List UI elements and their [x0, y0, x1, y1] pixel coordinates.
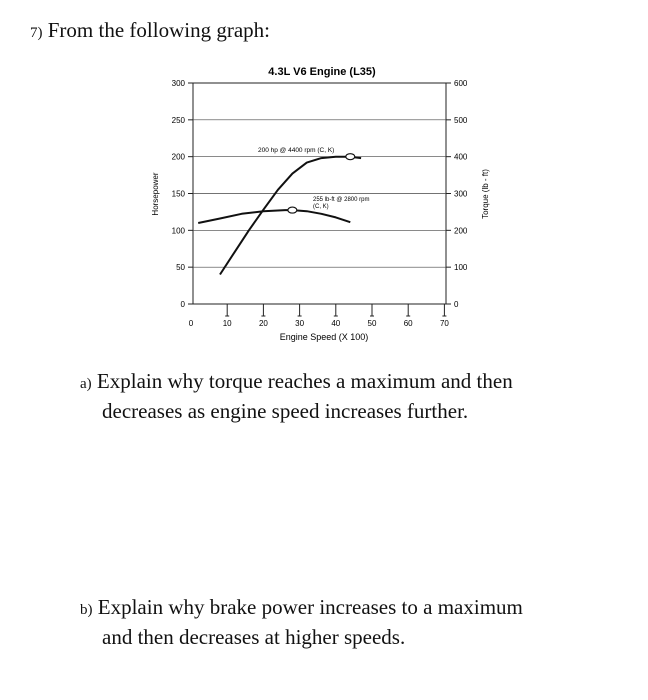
y-left-tick-label: 200: [171, 152, 185, 162]
x-tick-label: 40: [331, 319, 341, 328]
annotation-torque-peak-sub: (C, K): [313, 204, 329, 210]
annotations: [258, 147, 369, 210]
part-b-text-line1: Explain why brake power increases to a maximum: [97, 595, 523, 619]
torque-peak-marker: [288, 207, 297, 213]
x-tick-label: 70: [439, 319, 449, 328]
y-right-tick-label: 0: [454, 300, 459, 309]
grid-lines: [193, 120, 446, 267]
annotation-torque-peak: 255 lb-ft @ 2800 rpm: [313, 197, 370, 203]
question-number: 7): [30, 25, 43, 41]
part-a-label: a): [80, 376, 92, 392]
axis-ticks: [188, 83, 451, 316]
y-right-tick-label: 400: [454, 152, 468, 162]
chart-title: 4.3L V6 Engine (L35): [268, 66, 376, 78]
y-right-tick-label: 100: [454, 263, 468, 273]
x-tick-label: 10: [222, 319, 232, 328]
y-right-tick-label: 200: [454, 226, 468, 236]
x-tick-label: 50: [367, 319, 377, 328]
y-left-tick-label: 250: [171, 115, 185, 125]
x-tick-label: 0: [188, 319, 194, 328]
x-tick-label: 60: [403, 319, 413, 328]
question-heading: [30, 18, 270, 43]
part-a-text-line1: Explain why torque reaches a maximum and then: [96, 369, 513, 393]
y-right-tick-label: 500: [454, 115, 468, 125]
y-left-tick-label: 50: [176, 263, 185, 273]
y-left-tick-label: 100: [171, 226, 185, 236]
part-b-label: b): [80, 602, 93, 618]
question-title: From the following graph:: [47, 18, 270, 42]
torque-line: [198, 210, 350, 223]
y-left-tick-label: 300: [171, 79, 185, 88]
y-right-tick-label: 600: [454, 79, 468, 88]
horsepower-line: [220, 157, 361, 275]
annotation-hp-peak: 200 hp @ 4400 rpm (C, K): [258, 147, 335, 154]
y-left-tick-label: 0: [180, 300, 185, 309]
x-axis-title: Engine Speed (X 100): [279, 332, 369, 342]
plot-frame: [193, 83, 446, 304]
axis-labels: [151, 79, 490, 342]
y-left-axis-title: Horsepower: [151, 172, 160, 216]
part-b-text-line2: and then decreases at higher speeds.: [102, 625, 406, 649]
series-lines: [198, 154, 361, 275]
question-part-b: [80, 594, 608, 651]
y-right-tick-label: 300: [454, 189, 468, 199]
question-part-a: [80, 368, 608, 425]
x-tick-label: 20: [258, 319, 268, 328]
x-tick-label: 30: [295, 319, 305, 328]
y-right-axis-title: Torque (lb - ft): [481, 169, 490, 219]
horsepower-peak-marker: [346, 154, 355, 160]
part-a-text-line2: decreases as engine speed increases further.: [102, 399, 469, 423]
y-left-tick-label: 150: [171, 189, 185, 199]
